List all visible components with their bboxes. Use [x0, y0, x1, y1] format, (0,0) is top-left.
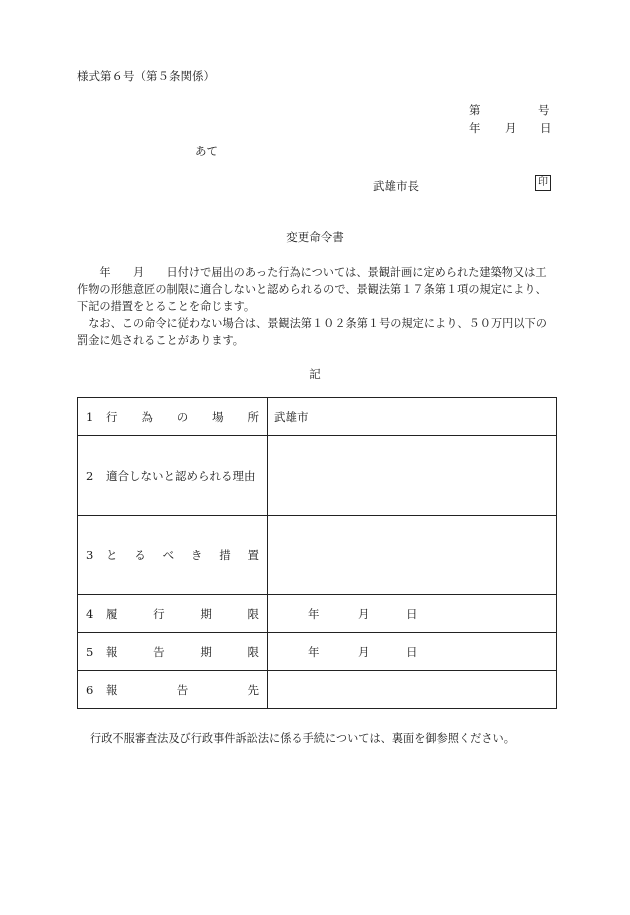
issuer-name: 武雄市長: [373, 179, 419, 193]
row-label: [78, 436, 268, 516]
document-number-label: 第: [469, 103, 481, 117]
issue-date-month: 月: [505, 121, 517, 135]
report-recipient-value: [268, 671, 557, 709]
document-title: 変更命令書: [286, 230, 344, 244]
seal-box: 印: [535, 175, 551, 191]
row-label: [78, 595, 268, 633]
document-number-suffix: 号: [538, 103, 550, 117]
deadline-year: 年: [308, 606, 320, 621]
table-row: [78, 398, 557, 436]
body-paragraph-1: 年 月 日付けで届出のあった行為については、景観計画に定められた建築物又は工作物の形態意匠の制限に適合しないと認められるので、景観法第１７条第１項の規定により、下記の措置をとることを命じます。: [77, 266, 547, 313]
deadline-day: 日: [406, 606, 418, 621]
row-label-text: 履 行 期 限: [106, 606, 259, 621]
measures-value: [268, 516, 557, 595]
form-number: 様式第６号（第５条関係）: [77, 69, 215, 83]
row-label-text: 報 告 期 限: [106, 644, 259, 659]
row-number: 5: [86, 644, 94, 659]
addressee: あて: [195, 144, 218, 158]
order-details-table: [77, 397, 557, 709]
table-row: [78, 436, 557, 516]
location-value-text: 武雄市: [274, 409, 309, 424]
appeal-procedure-note: 行政不服審査法及び行政事件訴訟法に係る手続については、裏面を御参照ください。: [90, 732, 515, 745]
report-year: 年: [308, 644, 320, 659]
deadline-month: 月: [358, 606, 370, 621]
issue-date-day: 日: [540, 121, 552, 135]
row-label: [78, 633, 268, 671]
table-row: [78, 595, 557, 633]
row-label: [78, 671, 268, 709]
location-value: [268, 398, 557, 436]
table-row: [78, 633, 557, 671]
ki-label: 記: [309, 367, 321, 381]
reason-value: [268, 436, 557, 516]
row-label: [78, 516, 268, 595]
report-day: 日: [406, 644, 418, 659]
issue-date-year: 年: [469, 121, 481, 135]
report-deadline-value: [268, 633, 557, 671]
table-row: [78, 516, 557, 595]
row-label-text: と る べ き 措 置: [106, 548, 259, 562]
row-number: 3: [86, 548, 94, 562]
row-number: 6: [86, 682, 94, 697]
row-label-text: 報 告 先: [106, 682, 259, 697]
row-label: [78, 398, 268, 436]
row-label-text: 適合しないと認められる理由: [106, 468, 256, 483]
row-label-text: 行 為 の 場 所: [106, 409, 259, 424]
body-paragraph-2: なお、この命令に従わない場合は、景観法第１０２条第１号の規定により、５０万円以下の罰金に処されることがあります。: [77, 317, 547, 347]
report-month: 月: [358, 644, 370, 659]
compliance-deadline-value: [268, 595, 557, 633]
table-row: [78, 671, 557, 709]
row-number: 4: [86, 606, 94, 621]
row-number: 2: [86, 468, 94, 483]
row-number: 1: [86, 409, 94, 424]
